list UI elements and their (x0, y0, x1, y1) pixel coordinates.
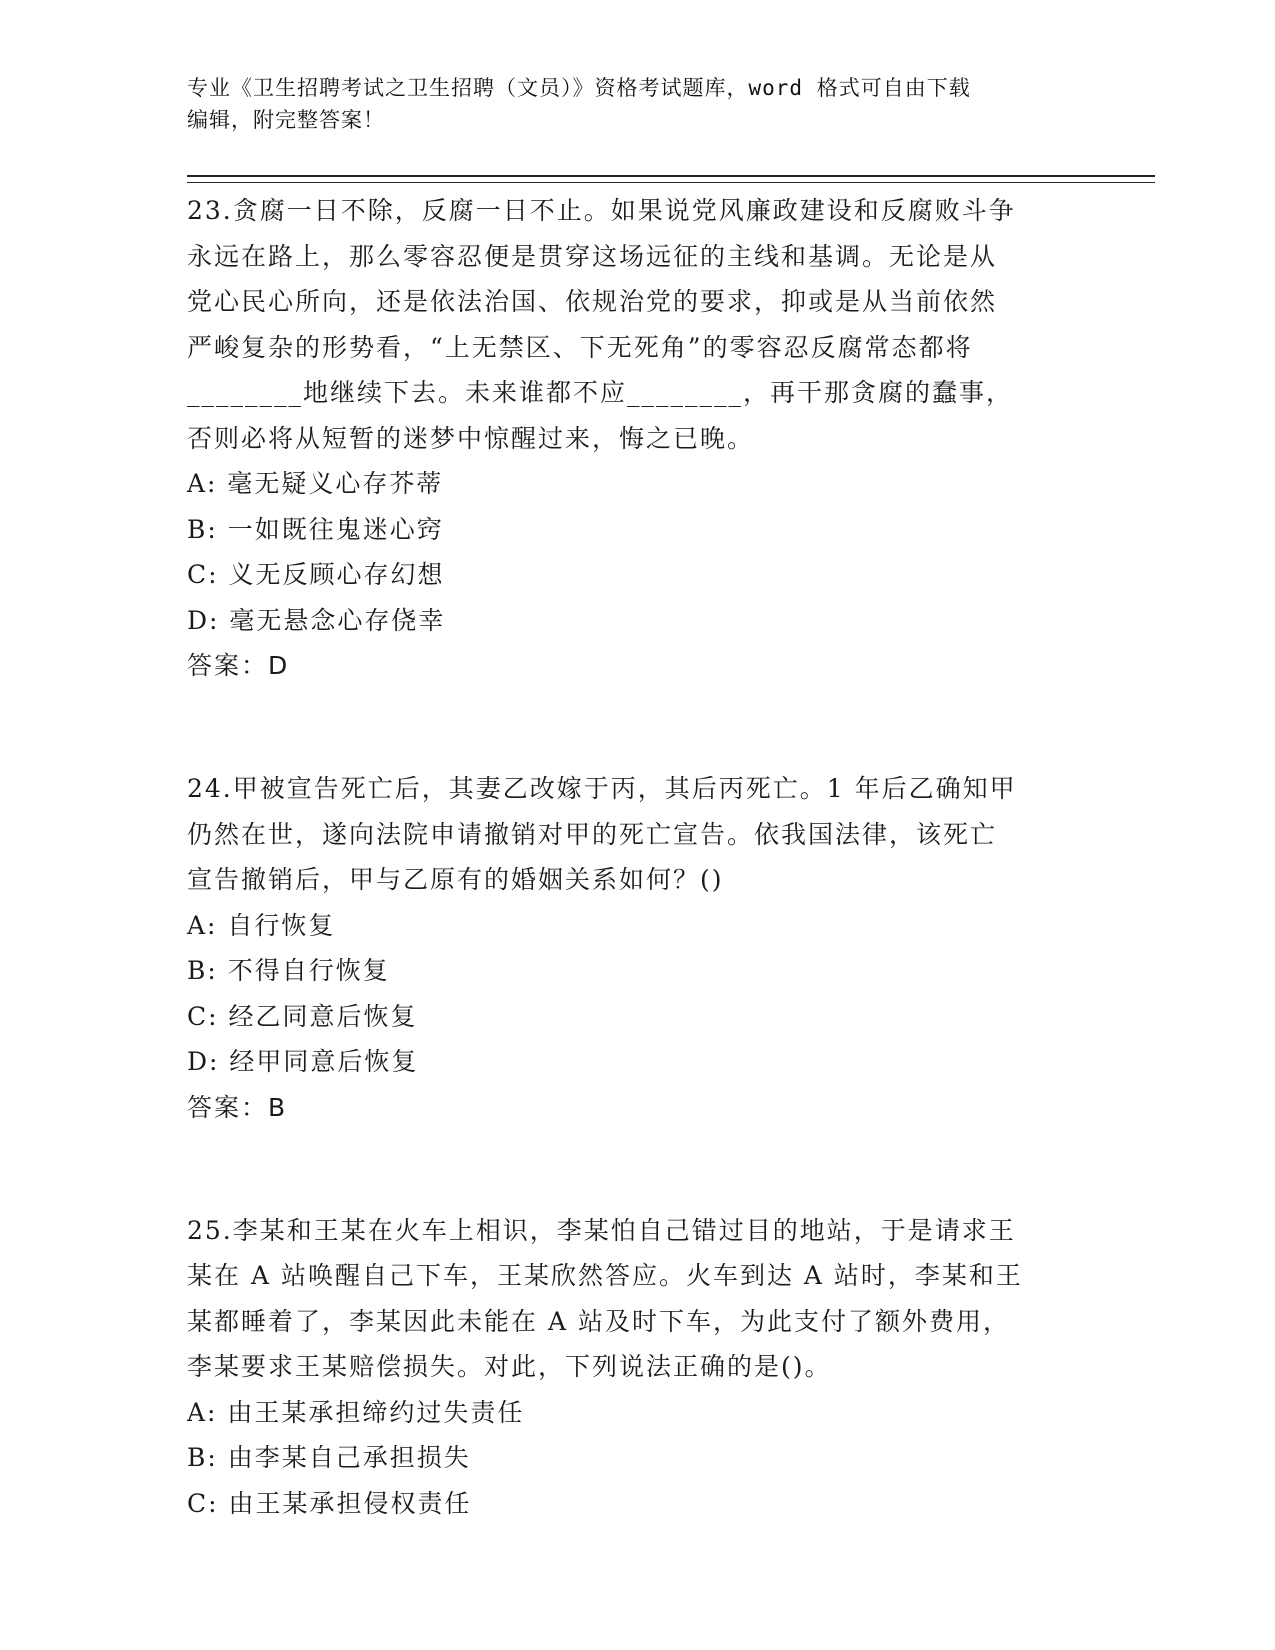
question-text-line: 否则必将从短暂的迷梦中惊醒过来，悔之已晚。 (187, 423, 755, 453)
document-header (187, 72, 1067, 136)
option-a: A: 毫无疑义心存芥蒂 (187, 469, 444, 498)
question-text-line: 仍然在世，遂向法院申请撤销对甲的死亡宣告。依我国法律，该死亡 (187, 819, 998, 849)
option-d: D: 毫无悬念心存侥幸 (187, 605, 446, 635)
question-text-line: 党心民心所向，还是依法治国、依规治党的要求，抑或是从当前依然 (187, 287, 998, 316)
question-23 (187, 188, 1087, 688)
question-list (187, 188, 1087, 1604)
option-a: A: 自行恢复 (187, 910, 336, 940)
answer-line: 答案：D (187, 651, 290, 680)
question-24 (187, 766, 1087, 1130)
question-text-line: 23.贪腐一日不除，反腐一日不止。如果说党风廉政建设和反腐败斗争 (187, 196, 1016, 225)
question-text-line: 24.甲被宣告死亡后，其妻乙改嫁于丙，其后丙死亡。1 年后乙确知甲 (187, 774, 1017, 803)
option-a: A: 由王某承担缔约过失责任 (187, 1397, 525, 1427)
header-divider-thin (187, 182, 1155, 183)
question-text-line: ________地继续下去。未来谁都不应________，再干那贪腐的蠢事， (187, 378, 1014, 407)
question-25 (187, 1208, 1087, 1527)
question-text-line: 宣告撤销后，甲与乙原有的婚姻关系如何？() (187, 865, 724, 894)
option-c: C: 义无反顾心存幻想 (187, 560, 445, 589)
option-b: B: 不得自行恢复 (187, 956, 390, 985)
header-line-1: 专业《卫生招聘考试之卫生招聘（文员）》资格考试题库，word 格式可自由下载 (187, 76, 971, 100)
answer-line: 答案：B (187, 1092, 288, 1122)
option-b: B: 由李某自己承担损失 (187, 1443, 471, 1472)
header-divider-thick (187, 175, 1155, 177)
question-text-line: 某在 A 站唤醒自己下车，王某欣然答应。火车到达 A 站时，李某和王 (187, 1261, 1023, 1290)
header-line-2: 编辑，附完整答案！ (187, 108, 385, 132)
question-text-line: 25.李某和王某在火车上相识，李某怕自己错过目的地站，于是请求王 (187, 1215, 1016, 1245)
question-text-line: 严峻复杂的形势看，“上无禁区、下无死角”的零容忍反腐常态都将 (187, 332, 973, 362)
option-c: C: 经乙同意后恢复 (187, 1001, 418, 1031)
option-c: C: 由王某承担侵权责任 (187, 1488, 472, 1518)
question-text-line: 李某要求王某赔偿损失。对此，下列说法正确的是()。 (187, 1352, 832, 1381)
question-text-line: 某都睡着了，李某因此未能在 A 站及时下车，为此支付了额外费用， (187, 1306, 1010, 1336)
option-b: B: 一如既往鬼迷心窍 (187, 514, 444, 544)
question-text-line: 永远在路上，那么零容忍便是贯穿这场远征的主线和基调。无论是从 (187, 241, 998, 271)
option-d: D: 经甲同意后恢复 (187, 1047, 419, 1076)
